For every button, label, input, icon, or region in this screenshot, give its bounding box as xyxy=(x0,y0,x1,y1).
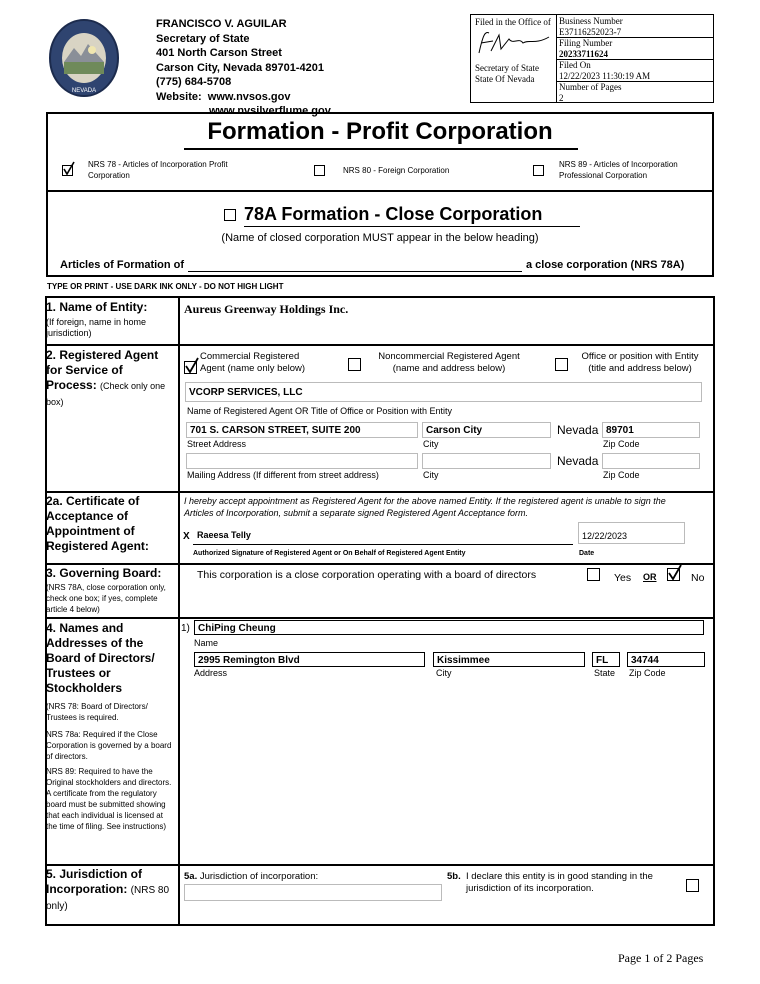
close-corp-title: 78A Formation - Close Corporation xyxy=(244,204,543,224)
director-name-field[interactable]: ChiPing Cheung xyxy=(194,620,704,635)
website-label: Website: xyxy=(156,90,202,103)
agent-street-field[interactable]: 701 S. CARSON STREET, SUITE 200 xyxy=(186,422,418,438)
office-position-checkbox[interactable] xyxy=(555,358,568,371)
s5a-label: 5a. xyxy=(184,871,198,882)
official-title: Secretary of State xyxy=(156,32,250,45)
mailing-state: Nevada xyxy=(557,454,599,468)
filing-number-label: Filing Number xyxy=(559,38,613,48)
agent-name-label: Name of Registered Agent OR Title of Office or Position with Entity xyxy=(187,406,452,416)
articles-of-formation-label: Articles of Formation of xyxy=(60,259,185,271)
agent-city-field[interactable]: Carson City xyxy=(422,422,551,438)
mailing-zip-field[interactable] xyxy=(602,453,700,469)
svg-text:NEVADA: NEVADA xyxy=(71,88,97,94)
date-label: Date xyxy=(579,550,595,557)
board-no-label: No xyxy=(691,572,705,584)
noncommercial-agent-label: Noncommercial Registered Agent (name and address below) xyxy=(378,351,520,374)
s5b-label: 5b. xyxy=(447,871,461,882)
s2a-text: I hereby accept appointment as Registered Agent for the above named Entity. If the registered agent is unable to sign the Articles of Incorporation, submit a separate signed Registered Agent Acceptance form. xyxy=(184,496,666,518)
nrs78-option-label: NRS 78 - Articles of Incorporation Profit Corporation xyxy=(88,160,228,180)
director-address-label: Address xyxy=(194,668,228,678)
close-corp-suffix: a close corporation (NRS 78A) xyxy=(526,259,685,271)
agent-signature-field[interactable]: Raeesa Telly xyxy=(193,526,573,544)
pages-label: Number of Pages xyxy=(559,82,622,92)
nrs80-option-label: NRS 80 - Foreign Corporation xyxy=(343,166,450,175)
filed-on: 12/22/2023 11:30:19 AM xyxy=(559,70,651,81)
s2a-title: 2a. Certificate of Acceptance of Appointment of Registered Agent: xyxy=(46,494,149,553)
director-zip-label: Zip Code xyxy=(629,668,666,678)
board-yes-label: Yes xyxy=(614,572,632,584)
s3-text: This corporation is a close corporation operating with a board of directors xyxy=(197,569,537,581)
zip-code-label: Zip Code xyxy=(603,439,640,449)
page-counter: Page 1 of 2 Pages xyxy=(618,951,704,965)
jurisdiction-field[interactable] xyxy=(184,884,442,901)
board-or-label: OR xyxy=(643,572,657,582)
business-number-label: Business Number xyxy=(559,16,623,26)
commercial-agent-label: Commercial Registered Agent (name only below) xyxy=(200,351,306,374)
website-link-1[interactable]: www.nvsos.gov xyxy=(207,90,291,103)
director-city-label: City xyxy=(436,668,452,678)
close-corp-name-line[interactable] xyxy=(188,271,522,272)
agent-name-field[interactable]: VCORP SERVICES, LLC xyxy=(185,382,702,402)
nrs89-option-label: NRS 89 - Articles of Incorporation Professional Corporation xyxy=(559,160,678,180)
director-address-field[interactable]: 2995 Remington Blvd xyxy=(194,652,425,667)
s4-note-1: (NRS 78: Board of Directors/ Trustees is required. xyxy=(46,702,148,722)
pages-count: 2 xyxy=(559,92,564,103)
entity-name-value[interactable]: Aureus Greenway Holdings Inc. xyxy=(184,302,349,316)
form-title: Formation - Profit Corporation xyxy=(207,118,553,145)
acceptance-date-field[interactable]: 12/22/2023 xyxy=(578,522,685,544)
city-label: City xyxy=(423,439,439,449)
s5b-text: I declare this entity is in good standing in the jurisdiction of its incorporation. xyxy=(466,871,653,894)
s3-title: 3. Governing Board: xyxy=(46,566,162,580)
mailing-zip-label: Zip Code xyxy=(603,470,640,480)
director-state-field[interactable]: FL xyxy=(592,652,620,667)
director-city-field[interactable]: Kissimmee xyxy=(433,652,585,667)
filed-in-office-label: Filed in the Office of xyxy=(475,17,551,27)
close-corp-note: (Name of closed corporation MUST appear in the below heading) xyxy=(221,232,539,244)
board-no-checkbox[interactable] xyxy=(667,568,680,581)
business-number: E37116252023-7 xyxy=(559,26,622,37)
s5-title: 5. Jurisdiction of Incorporation: (NRS 80 only) xyxy=(46,867,170,912)
director-state-label: State xyxy=(594,668,616,678)
office-position-label: Office or position with Entity (title and address below) xyxy=(581,351,699,374)
board-yes-checkbox[interactable] xyxy=(587,568,600,581)
s5a-text: Jurisdiction of incorporation: xyxy=(199,871,319,882)
nrs89-checkbox[interactable] xyxy=(533,165,544,176)
s3-note: (NRS 78A, close corporation only, check one box; if yes, complete article 4 below) xyxy=(46,583,166,614)
s2-title: 2. Registered Agent for Service of Process: (Check only one box) xyxy=(46,348,166,407)
s1-note: (If foreign, name in home jurisdiction) xyxy=(46,317,147,338)
director-name-label: Name xyxy=(194,638,219,648)
director-zip-field[interactable]: 34744 xyxy=(627,652,705,667)
official-name: FRANCISCO V. AGUILAR xyxy=(156,18,287,30)
mailing-city-field[interactable] xyxy=(422,453,551,469)
noncommercial-agent-checkbox[interactable] xyxy=(348,358,361,371)
nrs78-checkbox[interactable] xyxy=(62,165,73,176)
website-link-2[interactable]: www.nvsilverflume.gov xyxy=(209,105,331,117)
office-street: 401 North Carson Street xyxy=(156,47,282,59)
mailing-address-field[interactable] xyxy=(186,453,418,469)
close-corp-checkbox[interactable] xyxy=(224,209,236,221)
stamp-state: State Of Nevada xyxy=(475,74,535,84)
agent-state: Nevada xyxy=(557,423,599,437)
nrs80-checkbox[interactable] xyxy=(314,165,325,176)
form-header-box xyxy=(46,112,714,277)
s1-title: 1. Name of Entity: xyxy=(46,300,148,314)
good-standing-checkbox[interactable] xyxy=(686,879,699,892)
ink-instruction: TYPE OR PRINT - USE DARK INK ONLY - DO NOT HIGH LIGHT xyxy=(47,282,284,291)
s4-note-3: NRS 89: Required to have the Original stockholders and directors. A certificate from the regulatory board must be submitted showing that each individual is licensed at the time of filing. See instructions) xyxy=(46,767,172,831)
office-city: Carson City, Nevada 89701-4201 xyxy=(156,61,324,74)
s4-note-2: NRS 78a: Required if the Close Corporation is governed by a board of directors. xyxy=(46,730,172,761)
s4-title: 4. Names and Addresses of the Board of Directors/ Trustees or Stockholders xyxy=(46,621,155,695)
nevada-seal xyxy=(48,18,120,98)
street-address-label: Street Address xyxy=(187,439,247,449)
mailing-city-label: City xyxy=(423,470,439,480)
mailing-address-label: Mailing Address (If different from street address) xyxy=(187,470,379,480)
commercial-agent-checkbox[interactable] xyxy=(184,361,197,374)
filed-on-label: Filed On xyxy=(559,60,591,70)
agent-zip-field[interactable]: 89701 xyxy=(602,422,700,438)
stamp-secretary: Secretary of State xyxy=(475,63,539,73)
secretary-signature xyxy=(475,29,553,59)
s5-note: (NRS 80 only) xyxy=(46,885,170,912)
office-phone: (775) 684-5708 xyxy=(156,76,232,88)
director-number: 1) xyxy=(181,623,190,634)
filing-stamp xyxy=(470,14,714,103)
signature-label: Authorized Signature of Registered Agent or On Behalf of Registered Agent Entity xyxy=(193,550,466,557)
s2-check-note: (Check only one box) xyxy=(46,381,166,407)
signature-x: X xyxy=(183,531,190,542)
filing-number: 20233711624 xyxy=(559,48,609,59)
